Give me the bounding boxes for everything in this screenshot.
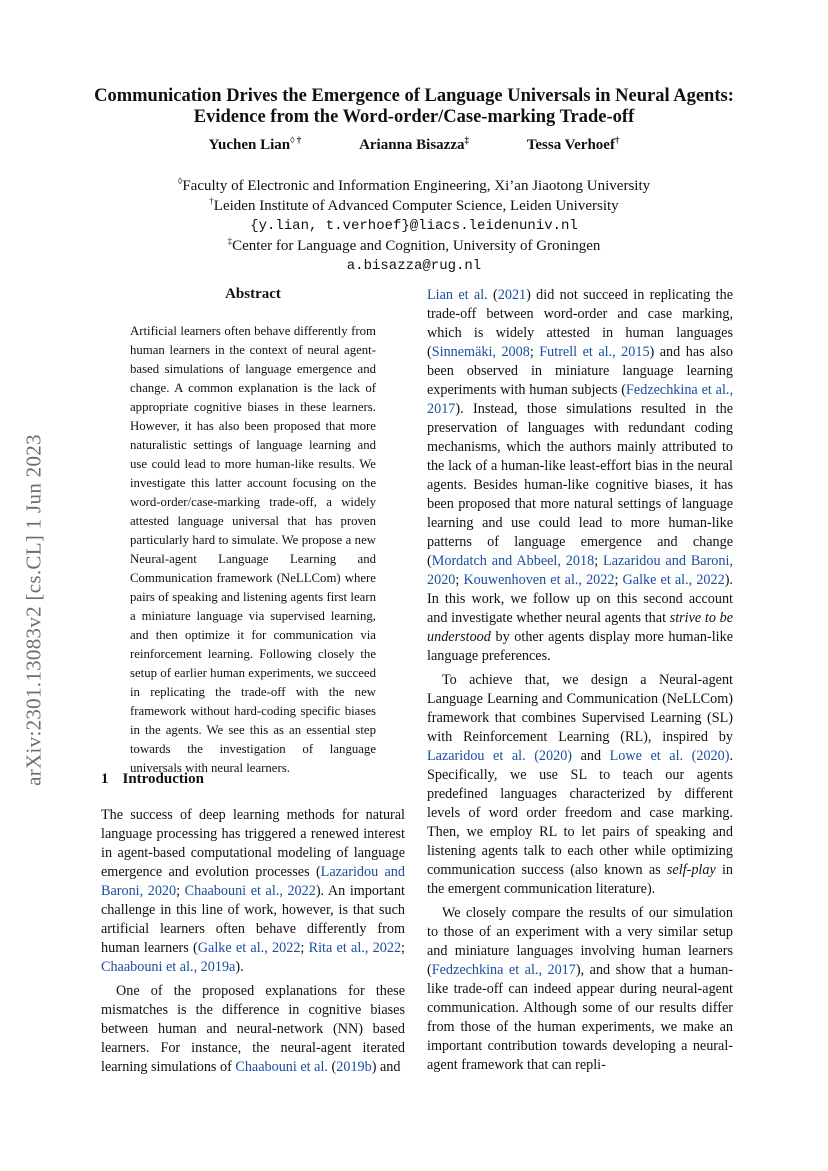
citation-link[interactable]: Chaabouni et al., 2019a xyxy=(101,959,236,975)
paragraph xyxy=(101,806,405,977)
text-span: One of the proposed explanations for these mismatches is the difference in cognitive biases between human and neural-network (NN) based learners. For instance, the neural-agent iterated learning simulations of xyxy=(101,983,405,1075)
author-name: Tessa Verhoef xyxy=(526,137,615,153)
text-span: ). An important challenge in this line of work, however, is that such artificial learners often behave differently from human learners ( xyxy=(101,883,405,956)
left-column-body xyxy=(101,806,405,1077)
abstract-heading: Abstract xyxy=(225,286,281,302)
text-span: ) did not succeed in replicating the trade-off between word-order and case marking, which is widely attested in human languages ( xyxy=(427,287,733,360)
citation-link[interactable]: Mordatch and Abbeel, 2018 xyxy=(431,553,595,569)
text-span: ). xyxy=(235,959,244,975)
email-1: {y.lian, t.verhoef}@liacs.leidenuniv.nl xyxy=(250,218,578,234)
text-span: . Specifically, we use SL to teach our agents predefined languages characterized by different levels of word order freedom and case marking. Then, we employ RL to let pairs of speaking and listening agents talk to each other while optimizing communication success (also known as xyxy=(427,748,734,878)
text-span: We closely compare the results of our simulation to those of an experiment with a very similar setup and miniature languages involving human learners ( xyxy=(427,905,733,978)
affiliation-mark: † xyxy=(209,196,214,206)
text-span: ; xyxy=(594,553,604,569)
affiliation-text: Leiden Institute of Advanced Computer Science, Leiden University xyxy=(213,198,619,214)
citation-link[interactable]: Fedzechkina et al., 2017 xyxy=(427,382,734,417)
citation-link[interactable]: Lazaridou et al. (2020) xyxy=(427,748,573,764)
text-span: ; xyxy=(401,940,405,956)
author-1 xyxy=(209,137,302,153)
citation-link[interactable]: Chaabouni et al. xyxy=(235,1059,328,1075)
affiliation-text: Center for Language and Cognition, University of Groningen xyxy=(232,238,601,254)
section-number: 1 xyxy=(101,771,109,787)
text-span: ), and show that a human-like trade-off can indeed appear during neural-agent communication. Although some of our results differ from those of the human experiments, we make an important contribution towards developing a neural-agent framework that can repli- xyxy=(427,962,733,1073)
paper-title: Communication Drives the Emergence of Language Universals in Neural Agents: Evidence from the Word-order/Case-marking Trade-off xyxy=(94,86,734,127)
text-span: ; xyxy=(529,344,540,360)
text-span: in the emergent communication literature). xyxy=(427,862,733,897)
text-span: and xyxy=(572,748,610,764)
right-column-body xyxy=(427,286,733,1075)
citation-link[interactable]: Galke et al., 2022 xyxy=(622,572,725,588)
paragraph xyxy=(101,982,405,1077)
text-span: ; xyxy=(300,940,309,956)
text-span: ; xyxy=(176,883,185,899)
citation-link[interactable]: 2019b xyxy=(336,1059,372,1075)
affiliation-mark: ◊ xyxy=(177,176,183,186)
text-span: ) and xyxy=(371,1059,401,1075)
citation-link[interactable]: Rita et al., 2022 xyxy=(308,940,402,956)
emphasis: self-play xyxy=(666,862,716,878)
text-span: ). In this work, we follow up on this second account and investigate whether neural agents that xyxy=(427,572,733,626)
affiliation-mark: ‡ xyxy=(227,236,233,246)
affiliation-text: Faculty of Electronic and Information Engineering, Xi’an Jiaotong University xyxy=(182,178,651,194)
text-span: ; xyxy=(455,572,464,588)
author-name: Yuchen Lian xyxy=(208,137,291,153)
affiliation-2 xyxy=(60,196,768,216)
citation-link[interactable]: Fedzechkina et al., 2017 xyxy=(431,962,576,978)
citation-link[interactable]: Lowe et al. (2020) xyxy=(609,748,730,764)
author-3 xyxy=(527,137,620,153)
text-span: The success of deep learning methods for natural language processing has triggered a renewed interest in agent-based computational modeling of language emergence and evolution processes ( xyxy=(101,807,405,880)
citation-link[interactable]: Lazaridou and Baroni, 2020 xyxy=(427,553,733,588)
author-list xyxy=(60,137,768,154)
citation-link[interactable]: 2021 xyxy=(497,287,527,303)
text-span: ( xyxy=(327,1059,337,1075)
text-span: To achieve that, we design a Neural-agent Language Learning and Communication (NeLLCom) framework that combines Supervised Learning (SL) with Reinforcement Learning (RL), inspired by xyxy=(427,672,733,745)
citation-link[interactable]: Galke et al., 2022 xyxy=(197,940,301,956)
author-name: Arianna Bisazza xyxy=(359,137,465,153)
affiliation-3 xyxy=(60,236,768,256)
author-mark: † xyxy=(614,135,620,145)
abstract-text: Artificial learners often behave differently from human learners in the context of neural agent-based simulations of language emergence and change. A common explanation is the lack of appropriate cognitive biases in these learners. However, it has also been proposed that more naturalistic settings of language learning and use could lead to more human-like results. We investigate this latter account focusing on the word-order/case-marking trade-off, a widely attested language universal that has proven particularly hard to simulate. We propose a new Neural-agent Language Learning and Communication framework (NeLLCom) where pairs of speaking and listening agents first learn a miniature language via supervised learning, and then optimize it for communication via reinforcement learning. Following closely the setup of earlier human experiments, we succeed in replicating the trade-off with the new framework without hard-coding specific biases in the agents. We see this as an essential step towards the investigation of language universals with neural learners. xyxy=(130,324,376,775)
paragraph xyxy=(427,671,733,899)
paragraph xyxy=(427,286,733,666)
emphasis: strive to be understood xyxy=(427,610,733,645)
text-span: ) and has also been observed in miniature language learning experiments with human subjects ( xyxy=(427,344,733,398)
author-2 xyxy=(359,137,469,153)
citation-link[interactable]: Chaabouni et al., 2022 xyxy=(184,883,316,899)
citation-link[interactable]: Futrell et al., 2015 xyxy=(539,344,650,360)
citation-link[interactable]: Lian et al. xyxy=(427,287,488,303)
text-span: ). Instead, those simulations resulted in the preservation of languages with redundant coding mechanisms, which the authors mainly attributed to the lack of a human-like least-effort bias in the neural agents. Besides human-like cognitive biases, it has been proposed that more natural settings of language learning and use could lead to more human-like patterns of language emergence and change ( xyxy=(427,401,733,569)
text-span: ; xyxy=(614,572,623,588)
section-heading xyxy=(101,771,204,788)
author-mark: ‡ xyxy=(464,135,469,145)
citation-link[interactable]: Kouwenhoven et al., 2022 xyxy=(463,572,615,588)
text-span: ( xyxy=(487,287,498,303)
text-span: by other agents display more human-like language preferences. xyxy=(427,629,733,664)
email-2: a.bisazza@rug.nl xyxy=(346,258,482,274)
paragraph xyxy=(427,904,733,1075)
affiliations xyxy=(60,176,768,276)
affiliation-1 xyxy=(60,176,768,196)
citation-link[interactable]: Sinnemäki, 2008 xyxy=(431,344,530,360)
arxiv-identifier: arXiv:2301.13083v2 [cs.CL] 1 Jun 2023 xyxy=(21,434,46,786)
section-title: Introduction xyxy=(122,771,204,787)
citation-link[interactable]: Lazaridou and Baroni, 2020 xyxy=(101,864,405,899)
author-mark: ◊ † xyxy=(290,135,302,145)
arxiv-sidebar xyxy=(14,380,54,840)
